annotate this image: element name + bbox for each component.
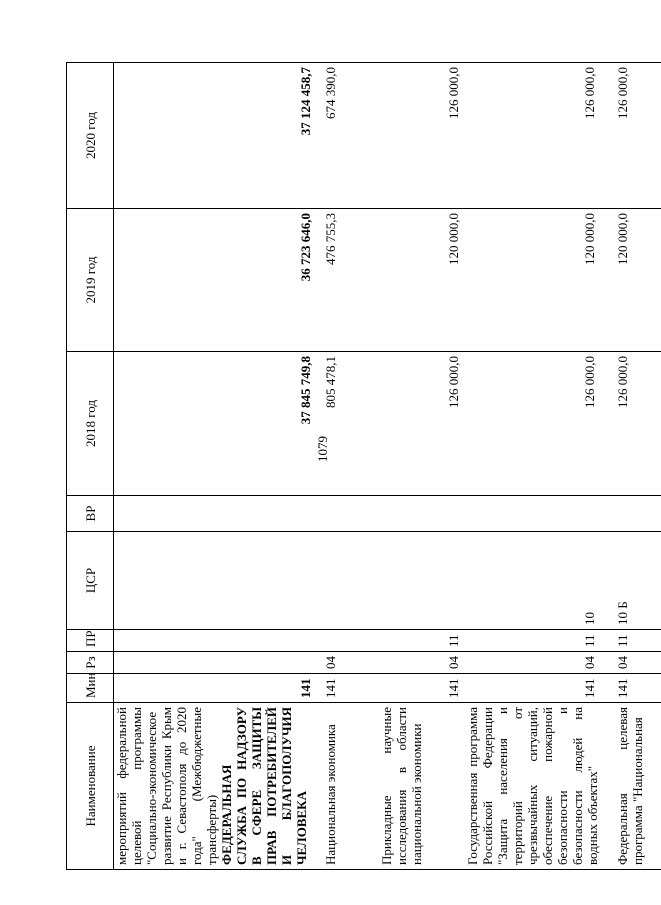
cell-2019: 36 723 646,0 <box>219 209 317 352</box>
cell-2019: 120 000,0 <box>465 209 601 352</box>
cell-2018: 126 000,0 <box>601 352 661 496</box>
cell-2020: 126 000,0 <box>465 63 601 209</box>
cell-2020: 674 390,0 <box>317 63 377 209</box>
cell-pr: 11 <box>465 630 601 652</box>
header-csr: ЦСР <box>67 532 114 630</box>
table-row <box>465 63 601 870</box>
cell-rz: 04 <box>601 652 661 674</box>
cell-2019: 120 000,0 <box>601 209 661 352</box>
cell-pr <box>219 630 317 652</box>
cell-csr <box>377 532 465 630</box>
cell-min: 141 <box>465 674 601 703</box>
cell-pr <box>317 630 377 652</box>
cell-min: 141 <box>317 674 377 703</box>
header-2018: 2018 год <box>67 352 114 496</box>
cell-pr: 11 <box>601 630 661 652</box>
cell-csr <box>114 532 220 630</box>
cell-csr <box>219 532 317 630</box>
cell-name: мероприятий федеральной целевой программы "Социально-экономическое развитие Республики Крым и г. Севастополя до 2020 года" (Межбюджетные трансферты) <box>114 703 220 870</box>
cell-2018 <box>114 352 220 496</box>
cell-name: Государственная программа Российской Федерации "Защита населения и территорий от чрезвычайных ситуаций, обеспечение пожарной безопасности и безопасности людей на водных объектах" <box>465 703 601 870</box>
cell-2019: 120 000,0 <box>377 209 465 352</box>
table-row <box>601 63 661 870</box>
header-2019: 2019 год <box>67 209 114 352</box>
cell-rz: 04 <box>465 652 601 674</box>
header-name: Наименование <box>67 703 114 870</box>
table-row <box>219 63 317 870</box>
cell-name: ФЕДЕРАЛЬНАЯ СЛУЖБА ПО НАДЗОРУ В СФЕРЕ ЗАЩИТЫ ПРАВ ПОТРЕБИТЕЛЕЙ И БЛАГОПОЛУЧИЯ ЧЕЛОВЕКА <box>219 703 317 870</box>
rotated-sheet <box>66 63 645 870</box>
cell-2019: 476 755,3 <box>317 209 377 352</box>
cell-2020: 126 000,0 <box>601 63 661 209</box>
cell-pr: 11 <box>377 630 465 652</box>
page-number: 1079 <box>315 436 330 462</box>
cell-2018: 805 478,1 <box>317 352 377 496</box>
header-rz: Рз <box>67 652 114 674</box>
header-pr: ПР <box>67 630 114 652</box>
cell-csr: 10 <box>465 532 601 630</box>
cell-rz: 04 <box>377 652 465 674</box>
cell-2018: 126 000,0 <box>377 352 465 496</box>
cell-2020: 126 000,0 <box>377 63 465 209</box>
cell-vr <box>377 496 465 532</box>
cell-min: 141 <box>377 674 465 703</box>
cell-vr <box>465 496 601 532</box>
cell-vr <box>317 496 377 532</box>
cell-name: Национальная экономика <box>317 703 377 870</box>
cell-2020: 37 124 458,7 <box>219 63 317 209</box>
cell-min: 141 <box>601 674 661 703</box>
cell-vr <box>219 496 317 532</box>
cell-min <box>114 674 220 703</box>
cell-name: Прикладные научные исследования в области национальной экономики <box>377 703 465 870</box>
cell-rz: 04 <box>317 652 377 674</box>
cell-vr <box>601 496 661 532</box>
rotated-table-wrapper <box>66 63 645 870</box>
header-vr: ВР <box>67 496 114 532</box>
cell-vr <box>114 496 220 532</box>
cell-csr: 10 Б <box>601 532 661 630</box>
cell-csr <box>317 532 377 630</box>
header-2020: 2020 год <box>67 63 114 209</box>
cell-2018: 37 845 749,8 <box>219 352 317 496</box>
cell-min: 141 <box>219 674 317 703</box>
cell-2018: 126 000,0 <box>465 352 601 496</box>
cell-rz <box>219 652 317 674</box>
budget-table <box>66 62 661 870</box>
table-row <box>317 63 377 870</box>
cell-2020 <box>114 63 220 209</box>
cell-2019 <box>114 209 220 352</box>
cell-name: Федеральная целевая программа "Национальная <box>601 703 661 870</box>
table-header-row <box>67 63 114 870</box>
table-row <box>114 63 220 870</box>
table-row <box>377 63 465 870</box>
header-min: Мин <box>67 674 114 703</box>
cell-rz <box>114 652 220 674</box>
cell-pr <box>114 630 220 652</box>
